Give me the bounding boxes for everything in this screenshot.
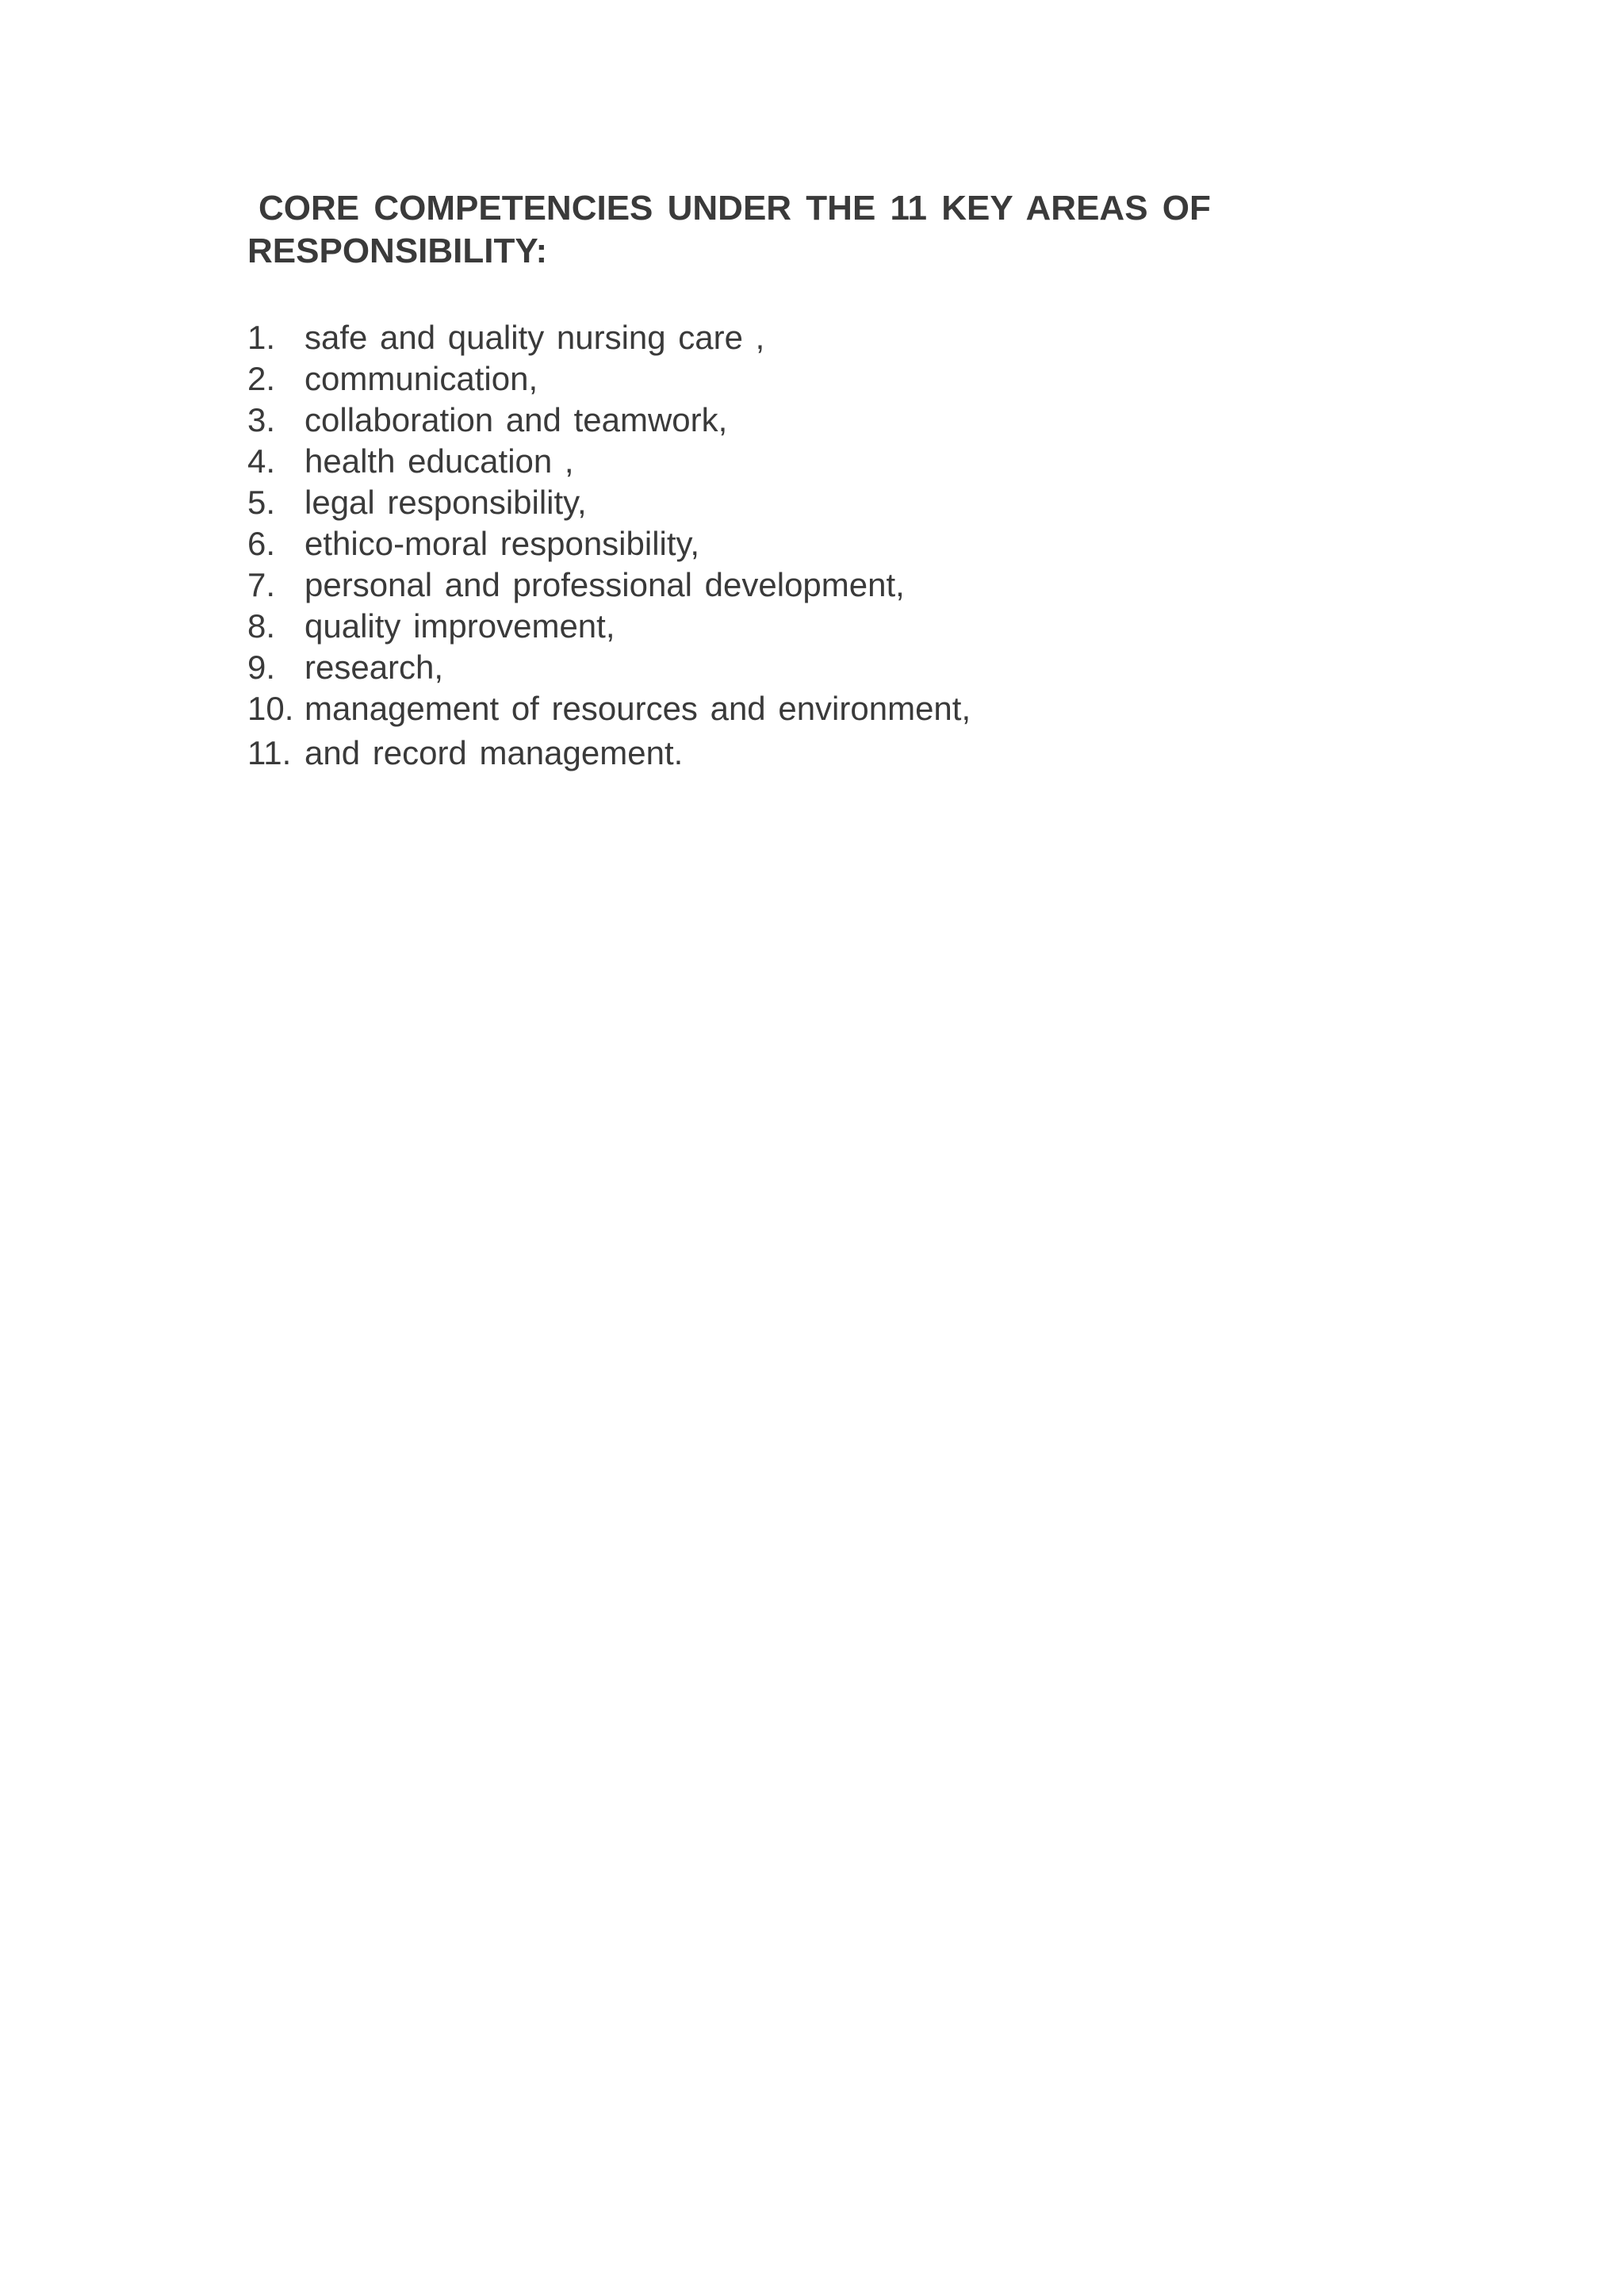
- list-item: [247, 441, 1437, 482]
- item-text: collaboration and teamwork,: [304, 401, 728, 438]
- competency-list: [247, 317, 1437, 774]
- item-number: 11.: [247, 734, 292, 771]
- list-item: [247, 733, 1437, 774]
- list-item: [247, 400, 1437, 441]
- item-text: and record management.: [304, 734, 684, 771]
- list-item: [247, 358, 1437, 400]
- item-number: 1.: [247, 319, 276, 356]
- list-item: [247, 482, 1437, 523]
- list-item: [247, 606, 1437, 647]
- item-text: management of resources and environment,: [304, 690, 971, 727]
- item-number: 6.: [247, 525, 276, 562]
- item-number: 2.: [247, 360, 276, 397]
- heading-line-2: RESPONSIBILITY:: [247, 232, 548, 270]
- list-item: [247, 317, 1437, 358]
- item-number: 3.: [247, 401, 276, 438]
- item-text: communication,: [304, 360, 538, 397]
- item-number: 8.: [247, 607, 276, 645]
- list-item: [247, 564, 1437, 606]
- item-number: 7.: [247, 566, 276, 603]
- item-number: 5.: [247, 484, 276, 521]
- list-item: [247, 688, 1437, 729]
- item-text: safe and quality nursing care ,: [304, 319, 765, 356]
- item-number: 10.: [247, 690, 294, 727]
- document-heading: [247, 187, 1215, 273]
- item-text: legal responsibility,: [304, 484, 587, 521]
- item-text: quality improvement,: [304, 607, 615, 645]
- list-item: [247, 647, 1437, 688]
- item-text: health education ,: [304, 442, 574, 480]
- item-text: research,: [304, 649, 444, 686]
- list-item: [247, 523, 1437, 564]
- heading-line-1: CORE COMPETENCIES UNDER THE 11 KEY AREAS OF: [259, 189, 1211, 228]
- item-text: ethico-moral responsibility,: [304, 525, 700, 562]
- item-number: 4.: [247, 442, 276, 480]
- item-number: 9.: [247, 649, 276, 686]
- item-text: personal and professional development,: [304, 566, 905, 603]
